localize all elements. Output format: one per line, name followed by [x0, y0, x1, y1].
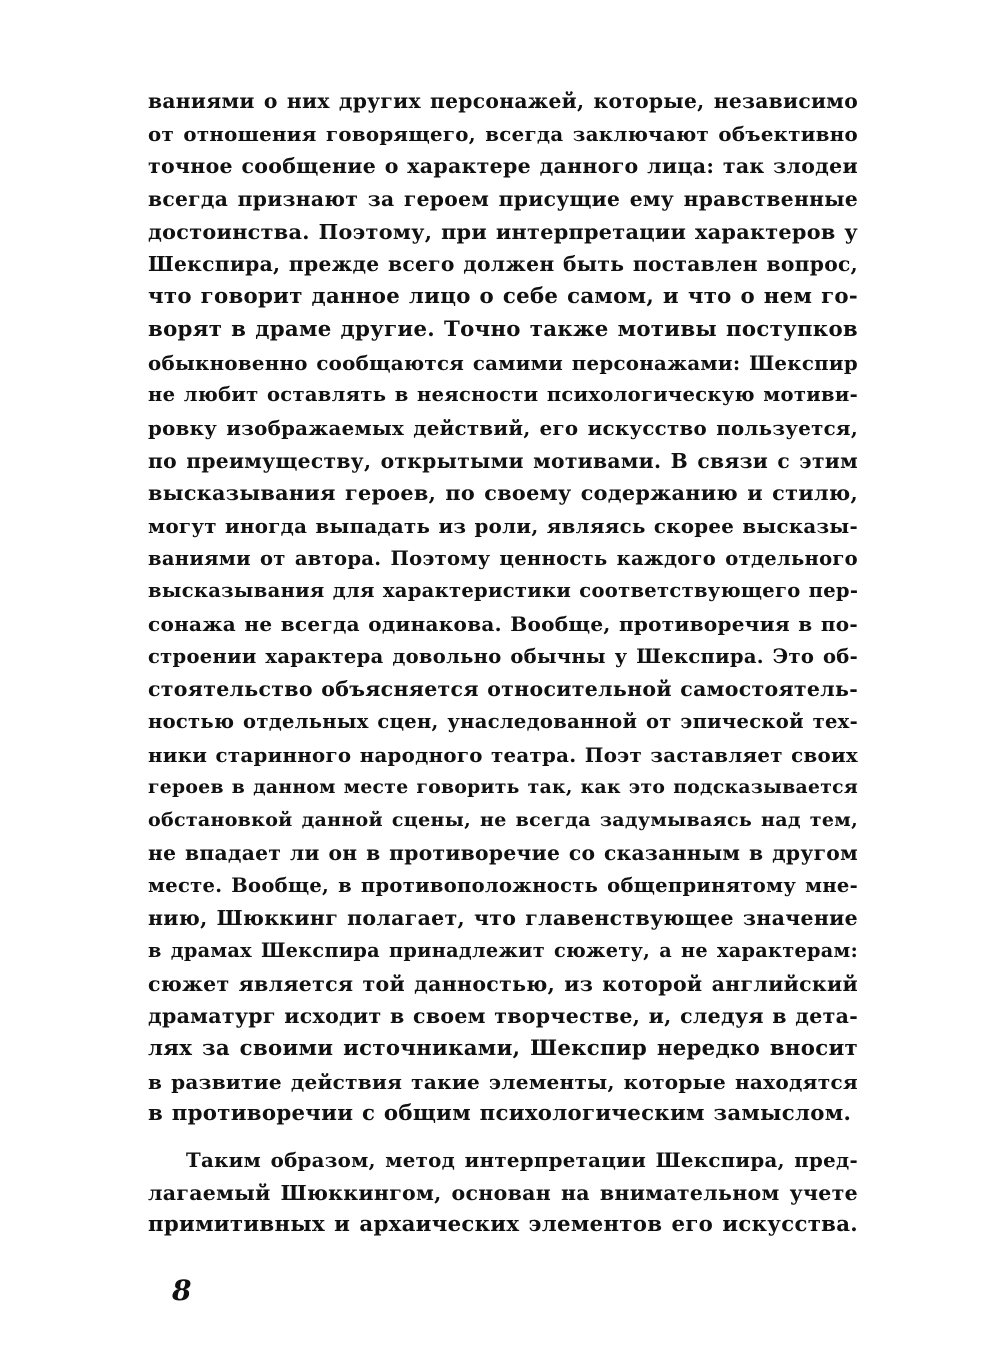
- text-line: сюжет является той данностью, из которой английский: [148, 971, 858, 996]
- page-number: 8: [172, 1274, 192, 1307]
- text-line: нию, Шюккинг полагает, что главенствующее значение: [148, 906, 858, 931]
- text-line: могут иногда выпадать из роли, являясь скорее высказы-: [148, 513, 858, 538]
- text-line: Шекспира, прежде всего должен быть поставлен вопрос,: [148, 252, 858, 277]
- text-line: сонажа не всегда одинакова. Вообще, противоречия в по-: [148, 612, 858, 636]
- text-line: строении характера довольно обычны у Шекспира. Это об-: [148, 644, 858, 668]
- text-line: ностью отдельных сцен, унаследованной от эпической тех-: [148, 710, 858, 734]
- text-line: от отношения говорящего, всегда заключают объективно: [148, 121, 858, 146]
- text-line: высказывания для характеристики соответствующего пер-: [148, 579, 858, 603]
- text-line: высказывания героев, по своему содержанию и стилю,: [148, 481, 858, 506]
- text-line: месте. Вообще, в противоположность общепринятому мне-: [148, 873, 858, 897]
- text-line: ваниями о них других персонажей, которые, независимо: [148, 89, 858, 113]
- text-line: обыкновенно сообщаются самими персонажами: Шекспир: [148, 350, 858, 375]
- text-line: точное сообщение о характере данного лица: так злодеи: [148, 154, 858, 179]
- text-line: ники старинного народного театра. Поэт заставляет своих: [148, 742, 858, 767]
- text-line: не впадает ли он в противоречие со сказанным в другом: [148, 840, 858, 865]
- text-line: что говорит данное лицо о себе самом, и что о нем го-: [148, 284, 858, 310]
- text-line: не любит оставлять в неясности психологическую мотиви-: [148, 383, 858, 407]
- text-line: лагаемый Шюккингом, основан на внимательном учете: [148, 1180, 858, 1205]
- text-line: примитивных и архаических элементов его искусства.: [148, 1212, 858, 1238]
- text-line: драматург исходит в своем творчестве, и, следуя в дета-: [148, 1004, 858, 1029]
- text-line: всегда признают за героем присущие ему нравственные: [148, 187, 858, 212]
- text-line: по преимуществу, открытыми мотивами. В связи с этим: [148, 448, 858, 473]
- text-line: героев в данном месте говорить так, как это подсказывается: [148, 776, 858, 799]
- text-line: ворят в драме другие. Точно также мотивы поступков: [148, 316, 858, 342]
- text-line: в противоречии с общим психологическим замыслом.: [148, 1101, 852, 1127]
- paragraph-1: [148, 85, 858, 1131]
- text-line: Таким образом, метод интерпретации Шекспира, пред-: [186, 1148, 858, 1172]
- text-line: стоятельство объясняется относительной самостоятель-: [148, 677, 858, 702]
- text-line: лях за своими источниками, Шекспир нередко вносит: [148, 1035, 858, 1061]
- text-line: ваниями от автора. Поэтому ценность каждого отдельного: [148, 546, 858, 570]
- text-line: достоинства. Поэтому, при интерпретации характеров у: [148, 219, 858, 244]
- text-line: в драмах Шекспира принадлежит сюжету, а не характерам:: [148, 938, 858, 962]
- paragraph-2: [148, 1144, 858, 1242]
- text-line: обстановкой данной сцены, не всегда задумываясь над тем,: [148, 809, 858, 832]
- text-line: в развитие действия такие элементы, которые находятся: [148, 1069, 858, 1094]
- text-line: ровку изображаемых действий, его искусство пользуется,: [148, 415, 858, 440]
